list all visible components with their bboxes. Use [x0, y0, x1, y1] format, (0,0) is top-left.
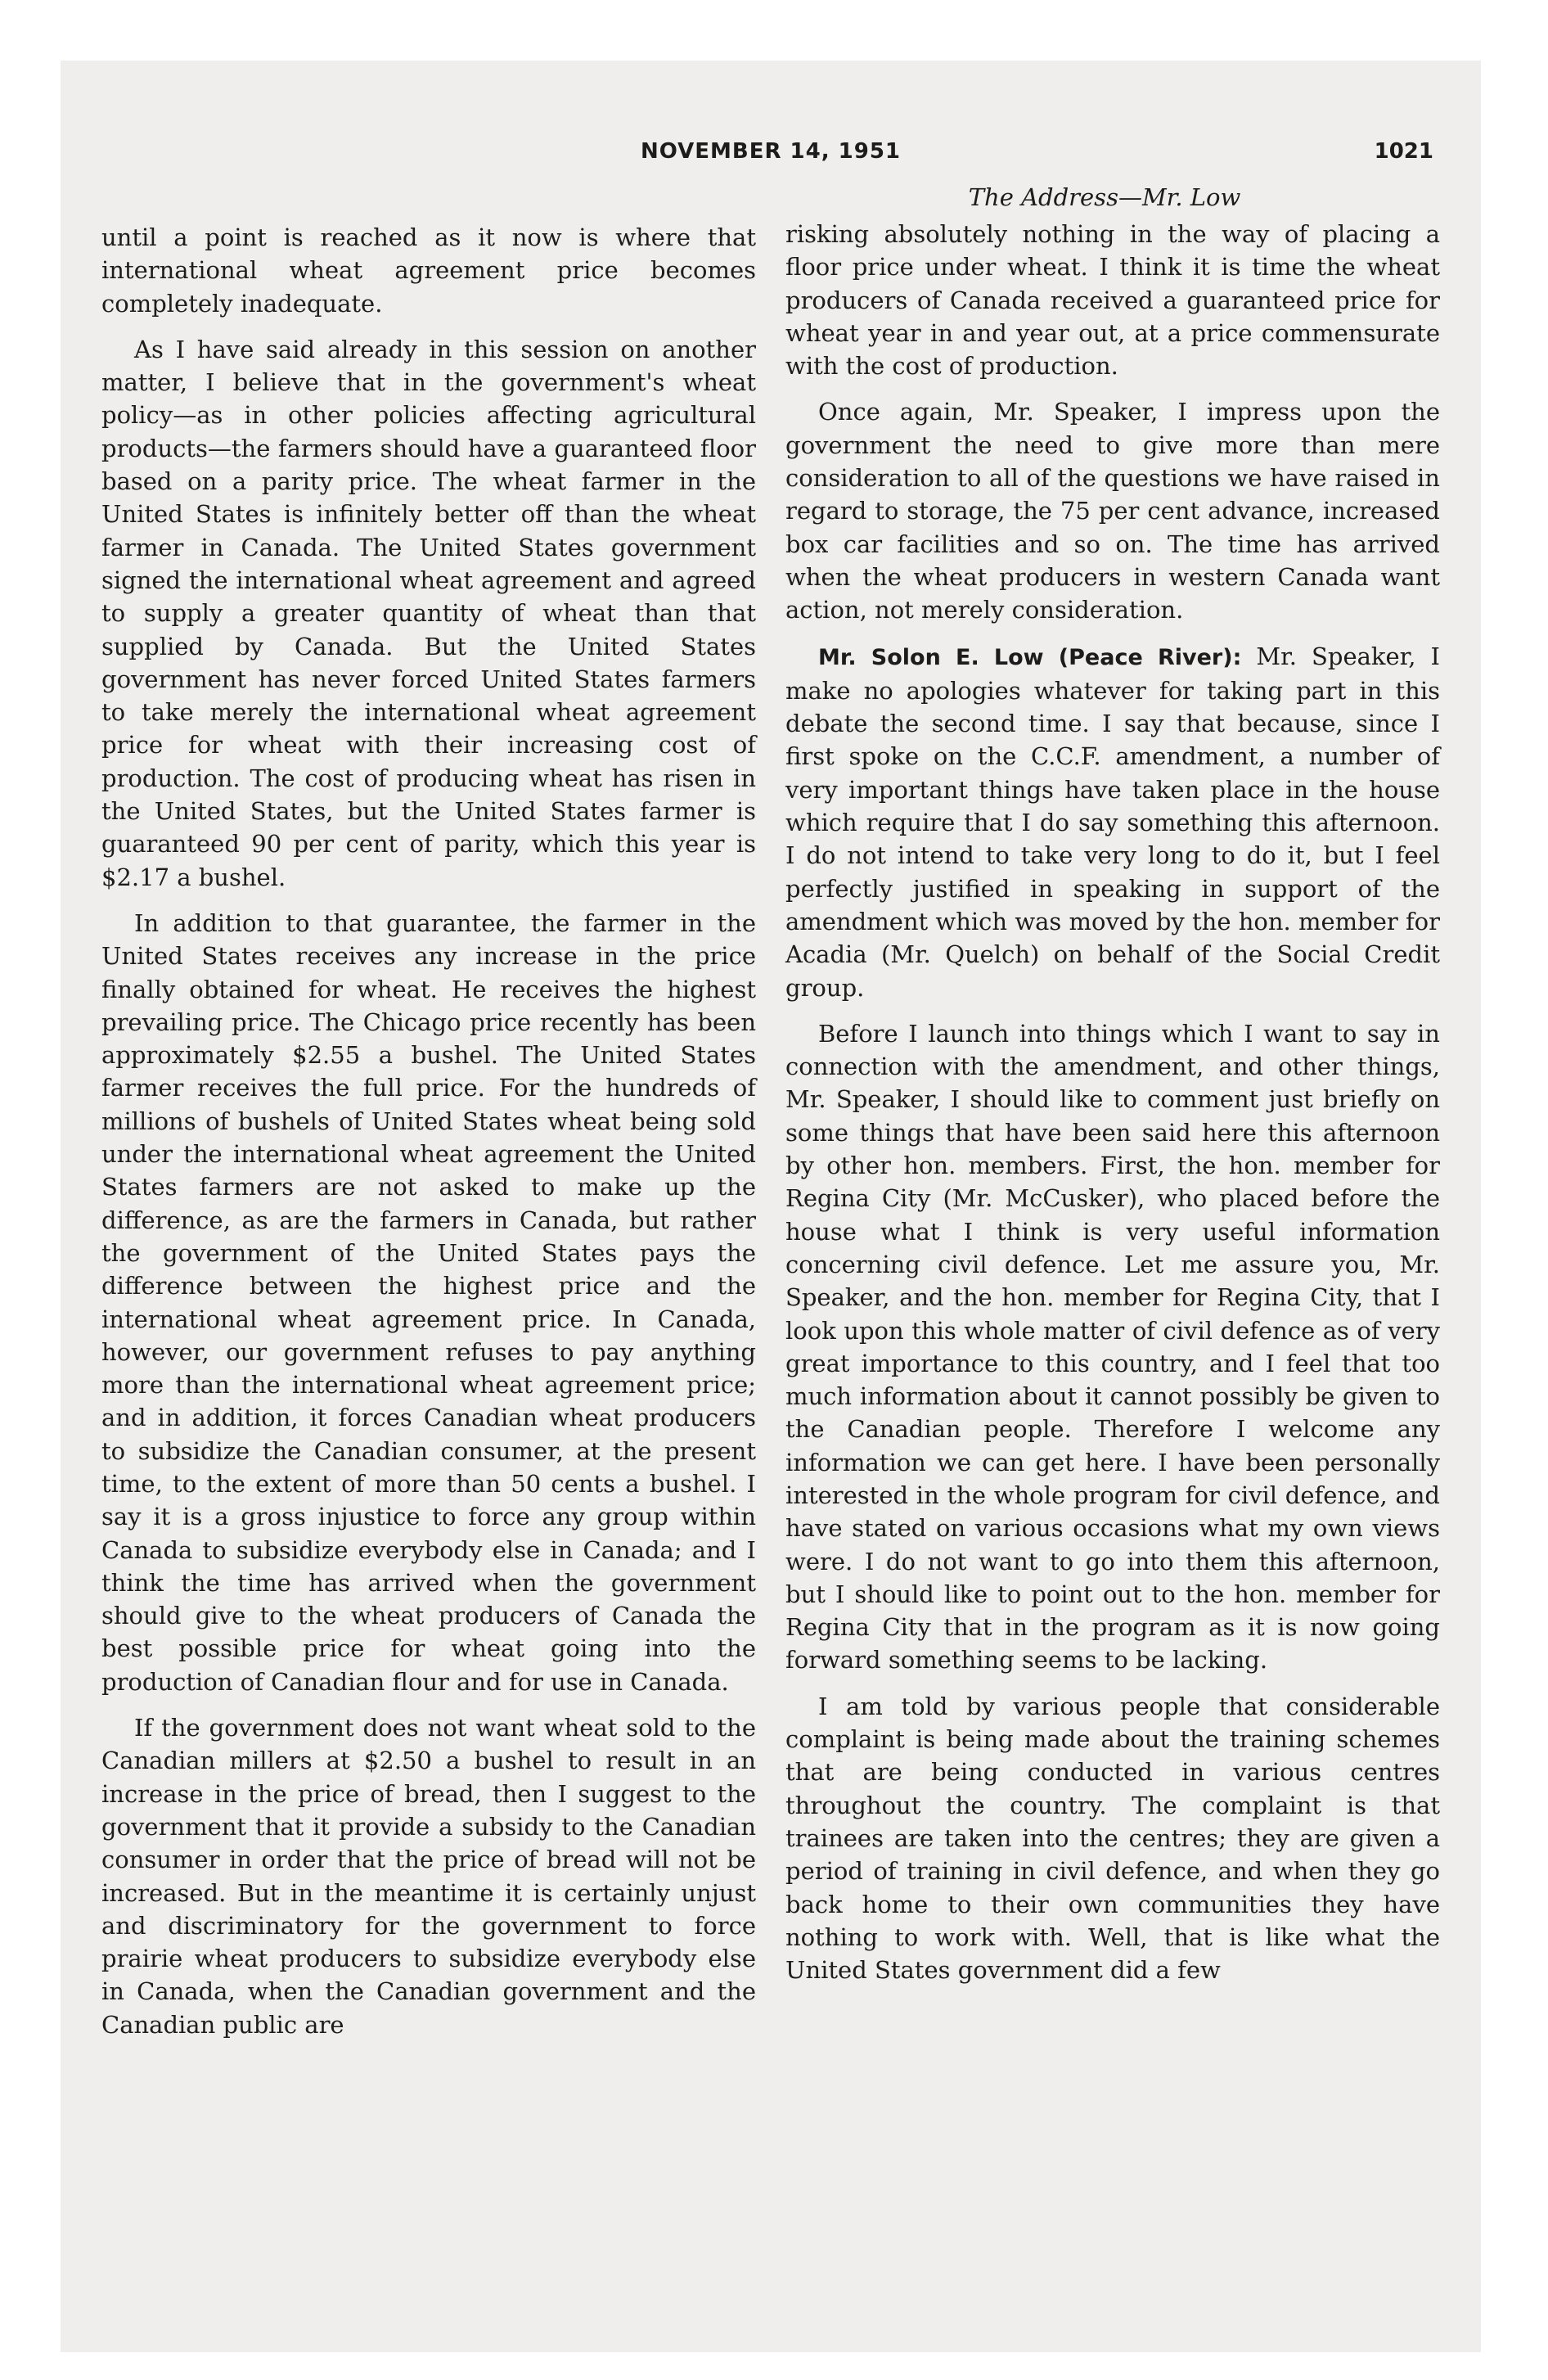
page-number: 1021 — [1374, 139, 1433, 164]
paragraph: I am told by various people that considerable complaint is being made about the training schemes that are being conducted in various centres throughout the country. The complaint is that trainees are taken into the centres; they are given a period of training in civil defence, and when they go back home to their own communities they have nothing to work with. Well, that is like what the United States government did a few — [785, 1692, 1440, 1985]
left-column — [101, 221, 756, 2054]
paragraph: risking absolutely nothing in the way of placing a floor price under wheat. I think it is time the wheat producers of Canada received a guaranteed price for wheat year in and year out, at a price commensurate with the cost of production. — [785, 220, 1440, 381]
paragraph: Before I launch into things which I want to say in connection with the amendment, and other things, Mr. Speaker, I should like to comment just briefly on some things that have been said here this afternoon by other hon. members. First, the hon. member for Regina City (Mr. McCusker), who placed before the house what I think is very useful information concerning civil defence. Let me assure you, Mr. Speaker, and the hon. member for Regina City, that I look upon this whole matter of civil defence as of very great importance to this country, and I feel that too much information about it cannot possibly be given to the Canadian people. Therefore I welcome any information we can get here. I have been personally interested in the whole program for civil defence, and have stated on various occasions what my own views were. I do not want to go into them this afternoon, but I should like to point out to the hon. member for Regina City that in the program as it is now going forward something seems to be lacking. — [785, 1019, 1440, 1675]
running-head: The Address—Mr. Low — [968, 183, 1241, 211]
page-date-header: NOVEMBER 14, 1951 — [640, 139, 902, 164]
speech-text: Mr. Speaker, I make no apologies whatever for taking part in this debate the second time. I say that because, since I first spoke on the C.C.F. amendment, a number of very important things have taken place in the house which require that I do say something this afternoon. I do not intend to take very long to do it, but I feel perfectly justified in speaking in support of the amendment which was moved by the hon. member for Acadia (Mr. Quelch) on behalf of the Social Credit group. — [785, 642, 1440, 1002]
speaker-name: Mr. Solon E. Low (Peace River): — [818, 644, 1242, 670]
document-page — [61, 61, 1481, 2352]
paragraph: In addition to that guarantee, the farmer in the United States receives any increase in the price finally obtained for wheat. He receives the highest prevailing price. The Chicago price recently has been approximately $2.55 a bushel. The United States farmer receives the full price. For the hundreds of millions of bushels of United States wheat being sold under the international wheat agreement the United States farmers are not asked to make up the difference, as are the farmers in Canada, but rather the government of the United States pays the difference between the highest price and the international wheat agreement price. In Canada, however, our government refuses to pay anything more than the international wheat agreement price; and in addition, it forces Canadian wheat producers to subsidize the Canadian consumer, at the present time, to the extent of more than 50 cents a bushel. I say it is a gross injustice to force any group within Canada to subsidize everybody else in Canada; and I think the time has arrived when the government should give to the wheat producers of Canada the best possible price for wheat going into the production of Canadian flour and for use in Canada. — [101, 908, 756, 1696]
paragraph: until a point is reached as it now is where that international wheat agreement price becomes completely inadequate. — [101, 223, 756, 318]
paragraph: Once again, Mr. Speaker, I impress upon the government the need to give more than mere consideration to all of the questions we have raised in regard to storage, the 75 per cent advance, increased box car facilities and so on. The time has arrived when the wheat producers in western Canada want action, not merely consideration. — [785, 398, 1440, 624]
paragraph: As I have said already in this session on another matter, I believe that in the government's wheat policy—as in other policies affecting agricultural products—the farmers should have a guaranteed floor based on a parity price. The wheat farmer in the United States is infinitely better off than the wheat farmer in Canada. The United States government signed the international wheat agreement and agreed to supply a greater quantity of wheat than that supplied by Canada. But the United States government has never forced United States farmers to take merely the international wheat agreement price for wheat with their increasing cost of production. The cost of producing wheat has risen in the United States, but the United States farmer is guaranteed 90 per cent of parity, which this year is $2.17 a bushel. — [101, 335, 756, 891]
right-column — [785, 218, 1440, 1999]
speech-paragraph — [785, 640, 1440, 1004]
paragraph: If the government does not want wheat sold to the Canadian millers at $2.50 a bushel to result in an increase in the price of bread, then I suggest to the government that it provide a subsidy to the Canadian consumer in order that the price of bread will not be increased. But in the meantime it is certainly unjust and discriminatory for the government to force prairie wheat producers to subsidize everybody else in Canada, when the Canadian government and the Canadian public are — [101, 1714, 756, 2039]
